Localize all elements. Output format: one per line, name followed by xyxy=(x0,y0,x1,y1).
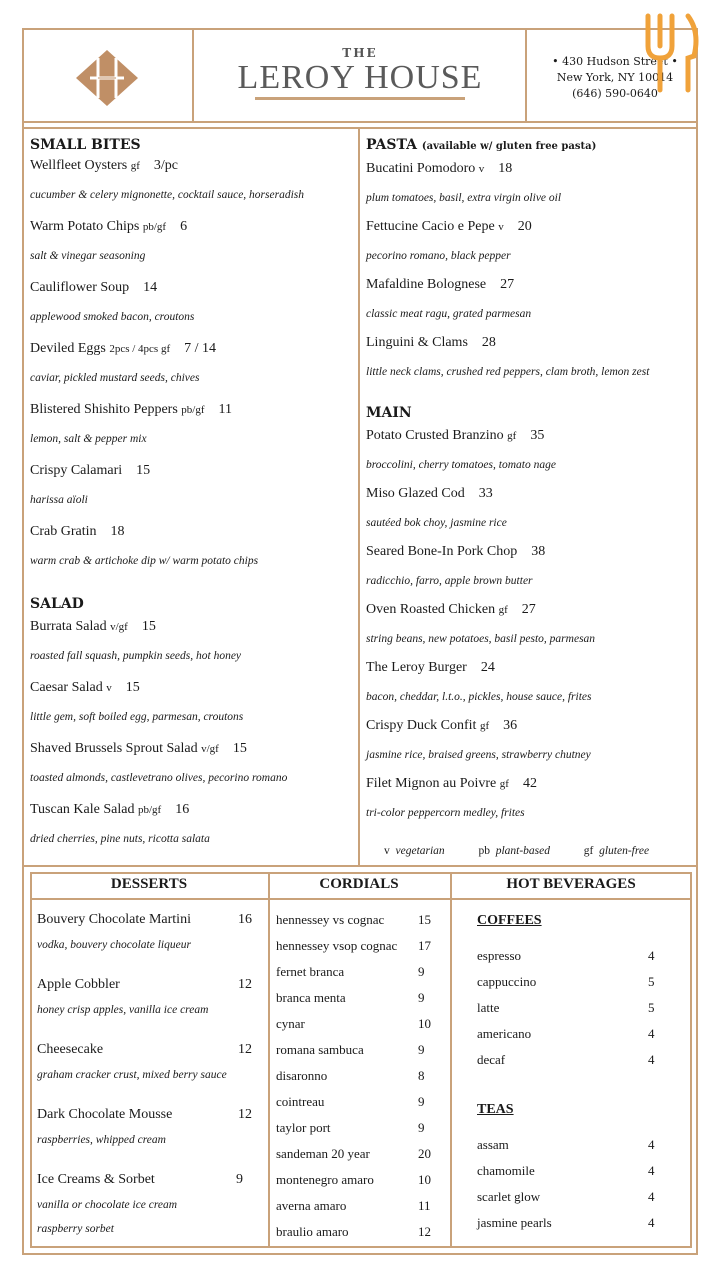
fork-knife-icon xyxy=(638,12,702,94)
menu-item-name: Shaved Brussels Sprout Salad xyxy=(30,741,198,756)
menu-item xyxy=(366,544,545,560)
cordial-name: taylor port xyxy=(276,1120,331,1135)
menu-item xyxy=(366,277,514,293)
section-title-small-bites: SMALL BITES xyxy=(30,137,141,153)
menu-item-description: warm crab & artichoke dip w/ warm potato chips xyxy=(30,555,259,567)
pasta-title: PASTA xyxy=(366,137,417,153)
beverage-price: 4 xyxy=(648,1052,655,1067)
cordial-name: branca menta xyxy=(276,990,346,1005)
legend-label-pb: plant-based xyxy=(495,845,550,857)
menu-item xyxy=(30,619,156,635)
brand-logo xyxy=(195,46,525,100)
beverage-name: cappuccino xyxy=(477,974,537,989)
bottom-section-rule xyxy=(22,865,698,867)
beverage-name: chamomile xyxy=(477,1163,535,1178)
dessert-name: Bouvery Chocolate Martini xyxy=(37,912,191,927)
menu-item xyxy=(30,680,140,696)
menu-item xyxy=(30,463,150,479)
menu-item-description: classic meat ragu, grated parmesan xyxy=(366,308,532,320)
menu-item xyxy=(366,161,512,177)
menu-item-price: 24 xyxy=(480,660,495,675)
menu-item-price: 7 / 14 xyxy=(184,341,217,356)
menu-item-price: 18 xyxy=(110,524,125,539)
cordial-name: cynar xyxy=(276,1016,305,1031)
menu-item-price: 38 xyxy=(531,544,546,559)
menu-item-tag: gf xyxy=(130,160,140,172)
menu-item xyxy=(366,602,536,618)
menu-item xyxy=(366,776,537,792)
menu-item-price: 14 xyxy=(143,280,158,295)
beverage-price: 4 xyxy=(648,1137,655,1152)
brand-underline xyxy=(255,97,465,100)
cordial-price: 17 xyxy=(418,938,431,953)
cordial-price: 9 xyxy=(418,1094,425,1109)
bottom-header-rule xyxy=(30,898,692,900)
menu-item-description: tri-color peppercorn medley, frites xyxy=(366,807,525,819)
section-title-main: MAIN xyxy=(366,405,412,421)
cordial-name: hennessey vs cognac xyxy=(276,912,385,927)
menu-item-description: roasted fall squash, pumpkin seeds, hot honey xyxy=(30,650,242,662)
beverage-name: espresso xyxy=(477,948,522,963)
dessert-name: Cheesecake xyxy=(37,1042,104,1057)
dessert-description-2: raspberry sorbet xyxy=(37,1223,114,1235)
cordial-price: 11 xyxy=(418,1198,431,1213)
menu-item xyxy=(366,335,496,351)
dessert-name: Ice Creams & Sorbet xyxy=(37,1172,155,1187)
header-divider-left xyxy=(192,28,194,122)
cordial-name: fernet branca xyxy=(276,964,345,979)
menu-item xyxy=(30,524,124,540)
menu-item xyxy=(30,341,216,357)
leroy-house-monogram-icon xyxy=(76,50,138,106)
menu-item-price: 33 xyxy=(478,486,493,501)
beverage-price: 4 xyxy=(648,1163,655,1178)
menu-item xyxy=(366,428,544,444)
menu-item-price: 35 xyxy=(530,428,545,443)
menu-item-name: Filet Mignon au Poivre xyxy=(366,776,497,791)
menu-item-description: bacon, cheddar, l.t.o., pickles, house sauce, frites xyxy=(366,691,592,703)
menu-item xyxy=(366,718,517,734)
menu-item-description: caviar, pickled mustard seeds, chives xyxy=(30,372,200,384)
cordial-price: 10 xyxy=(418,1172,431,1187)
menu-item-name: Warm Potato Chips xyxy=(30,219,140,234)
address-city: New York, NY 10014 xyxy=(556,71,674,84)
menu-item-name: Tuscan Kale Salad xyxy=(30,802,135,817)
menu-item-tag: v xyxy=(106,682,112,694)
cordial-price: 9 xyxy=(418,1120,425,1135)
cordial-name: braulio amaro xyxy=(276,1224,349,1239)
dessert-description: raspberries, whipped cream xyxy=(37,1134,166,1146)
beverage-name: americano xyxy=(477,1026,532,1041)
cordial-price: 9 xyxy=(418,990,425,1005)
cordial-name: disaronno xyxy=(276,1068,328,1083)
teas-title: TEAS xyxy=(477,1102,514,1117)
cordial-name: averna amaro xyxy=(276,1198,347,1213)
menu-item-description: broccolini, cherry tomatoes, tomato nage xyxy=(366,459,556,471)
dessert-price: 12 xyxy=(238,1042,252,1057)
beverage-price: 4 xyxy=(648,1215,655,1230)
menu-item-price: 27 xyxy=(521,602,536,617)
section-title-cordials: CORDIALS xyxy=(319,876,399,892)
menu-item-name: Bucatini Pomodoro xyxy=(366,161,476,176)
cordial-name: cointreau xyxy=(276,1094,325,1109)
dessert-price: 12 xyxy=(238,977,252,992)
cordial-price: 10 xyxy=(418,1016,431,1031)
menu-item-name: Deviled Eggs xyxy=(30,341,106,356)
menu-item-description: little neck clams, crushed red peppers, clam broth, lemon zest xyxy=(366,366,650,378)
cordial-name: hennessey vsop cognac xyxy=(276,938,398,953)
menu-item-price: 15 xyxy=(125,680,140,695)
menu-item-name: Cauliflower Soup xyxy=(30,280,130,295)
menu-item-price: 3/pc xyxy=(153,158,179,173)
menu-item-price: 42 xyxy=(522,776,537,791)
menu-item xyxy=(366,660,495,676)
legend xyxy=(384,845,649,857)
menu-item-price: 28 xyxy=(481,335,496,350)
section-title-salad: SALAD xyxy=(30,596,84,612)
dessert-price: 12 xyxy=(238,1107,252,1122)
menu-item-tag: v/gf xyxy=(201,743,219,755)
menu-item xyxy=(30,741,247,757)
menu-item-tag: gf xyxy=(499,778,509,790)
brand-name: LEROY HOUSE xyxy=(237,59,483,96)
menu-item-price: 27 xyxy=(500,277,515,292)
dessert-name: Dark Chocolate Mousse xyxy=(37,1107,173,1122)
menu-item-price: 6 xyxy=(180,219,188,234)
legend-abbr-v: v xyxy=(384,845,390,857)
menu-item xyxy=(366,219,532,235)
bottom-divider-2 xyxy=(450,872,452,1248)
menu-item-tag: gf xyxy=(498,604,508,616)
menu-item-name: Caesar Salad xyxy=(30,680,103,695)
section-title-desserts: DESSERTS xyxy=(110,876,188,892)
cordial-price: 9 xyxy=(418,1042,425,1057)
dessert-name: Apple Cobbler xyxy=(37,977,120,992)
dessert-description: vanilla or chocolate ice cream xyxy=(37,1199,178,1211)
menu-item-description: little gem, soft boiled egg, parmesan, croutons xyxy=(30,711,244,723)
brand-the: THE xyxy=(342,46,378,60)
beverage-name: assam xyxy=(477,1137,509,1152)
menu-item-description: harissa aïoli xyxy=(30,494,88,506)
menu-item-name: Crispy Duck Confit xyxy=(366,718,477,733)
menu-item-description: plum tomatoes, basil, extra virgin olive oil xyxy=(366,192,562,204)
menu-item-price: 16 xyxy=(175,802,190,817)
menu-item-tag: v/gf xyxy=(110,621,128,633)
menu-item xyxy=(366,486,493,502)
beverage-name: jasmine pearls xyxy=(477,1215,552,1230)
menu-item-description: salt & vinegar seasoning xyxy=(30,250,146,262)
menu-item-tag: v xyxy=(498,221,504,233)
menu-item xyxy=(30,280,157,296)
dessert-description: vodka, bouvery chocolate liqueur xyxy=(37,939,191,951)
section-title-pasta xyxy=(366,137,596,153)
beverage-price: 5 xyxy=(648,1000,655,1015)
menu-item-price: 11 xyxy=(218,402,232,417)
menu-item-description: string beans, new potatoes, basil pesto, parmesan xyxy=(366,633,596,645)
legend-abbr-pb: pb xyxy=(478,845,490,857)
menu-item-name: Oven Roasted Chicken xyxy=(366,602,496,617)
coffees-title: COFFEES xyxy=(477,913,542,928)
menu-item-price: 20 xyxy=(517,219,532,234)
cordial-price: 9 xyxy=(418,964,425,979)
section-title-hot-beverages: HOT BEVERAGES xyxy=(506,876,636,892)
dessert-price: 16 xyxy=(238,912,252,927)
menu-item-tag: 2pcs / 4pcs gf xyxy=(109,343,171,355)
menu-item xyxy=(30,219,187,235)
cordial-price: 20 xyxy=(418,1146,431,1161)
menu-item-description: dried cherries, pine nuts, ricotta salata xyxy=(30,833,210,845)
content-top-rule xyxy=(22,127,698,129)
header-divider xyxy=(22,121,698,123)
menu-item-price: 15 xyxy=(232,741,247,756)
menu-item-tag: gf xyxy=(507,430,517,442)
menu-item-description: applewood smoked bacon, croutons xyxy=(30,311,195,323)
beverage-price: 4 xyxy=(648,1189,655,1204)
column-divider xyxy=(358,127,360,865)
menu-item-tag: pb/gf xyxy=(142,221,167,233)
cordial-name: romana sambuca xyxy=(276,1042,364,1057)
menu-item-description: cucumber & celery mignonette, cocktail sauce, horseradish xyxy=(30,189,305,201)
beverage-price: 4 xyxy=(648,948,655,963)
menu-item-name: Mafaldine Bolognese xyxy=(366,277,487,292)
legend-label-v: vegetarian xyxy=(395,845,445,857)
menu-item-description: pecorino romano, black pepper xyxy=(366,250,511,262)
menu-item xyxy=(30,158,178,174)
cordial-price: 15 xyxy=(418,912,431,927)
menu-item-name: Fettucine Cacio e Pepe xyxy=(366,219,495,234)
beverage-price: 5 xyxy=(648,974,655,989)
legend-abbr-gf: gf xyxy=(583,845,594,857)
cordial-price: 12 xyxy=(418,1224,431,1239)
menu-item-description: toasted almonds, castlevetrano olives, pecorino romano xyxy=(30,772,288,784)
menu-item-description: radicchio, farro, apple brown butter xyxy=(366,575,533,587)
phone-number: (646) 590-0640 xyxy=(572,87,658,100)
menu-item-name: Wellfleet Oysters xyxy=(30,158,128,173)
menu-item-name: Burrata Salad xyxy=(30,619,107,634)
menu-item xyxy=(30,802,189,818)
menu-item-name: Seared Bone-In Pork Chop xyxy=(366,544,518,559)
bottom-menu-box xyxy=(30,872,692,1248)
header-divider-right xyxy=(525,28,527,122)
menu-item-name: Crab Gratin xyxy=(30,524,97,539)
menu-item-tag: v xyxy=(478,163,485,175)
menu-item-price: 18 xyxy=(498,161,513,176)
pasta-note: (available w/ gluten free pasta) xyxy=(421,141,597,152)
dessert-price: 9 xyxy=(236,1172,243,1187)
menu-item-price: 36 xyxy=(503,718,518,733)
menu-item-name: Blistered Shishito Peppers xyxy=(30,402,178,417)
cordial-name: montenegro amaro xyxy=(276,1172,374,1187)
cordial-price: 8 xyxy=(418,1068,425,1083)
menu-item-description: sautéed bok choy, jasmine rice xyxy=(366,517,507,529)
menu-item-price: 15 xyxy=(136,463,151,478)
bottom-divider-1 xyxy=(268,872,270,1248)
menu-item-price: 15 xyxy=(141,619,156,634)
menu-item-tag: gf xyxy=(479,720,490,732)
address-street: • 430 Hudson Street • xyxy=(552,55,678,68)
beverage-name: latte xyxy=(477,1000,500,1015)
legend-label-gf: gluten-free xyxy=(599,845,650,857)
menu-item-name: Crispy Calamari xyxy=(30,463,123,478)
menu-item-description: jasmine rice, braised greens, strawberry chutney xyxy=(366,749,591,761)
menu-item-tag: pb/gf xyxy=(181,404,205,416)
menu-item-name: Miso Glazed Cod xyxy=(366,486,465,501)
menu-item-name: The Leroy Burger xyxy=(366,660,467,675)
dessert-description: honey crisp apples, vanilla ice cream xyxy=(37,1004,209,1016)
cordial-name: sandeman 20 year xyxy=(276,1146,370,1161)
beverage-price: 4 xyxy=(648,1026,655,1041)
menu-item-name: Linguini & Clams xyxy=(366,335,468,350)
menu-item-description: lemon, salt & pepper mix xyxy=(30,433,147,445)
menu-item-tag: pb/gf xyxy=(137,804,162,816)
menu-item xyxy=(30,402,232,418)
beverage-name: decaf xyxy=(477,1052,506,1067)
dessert-description: graham cracker crust, mixed berry sauce xyxy=(37,1069,227,1081)
beverage-name: scarlet glow xyxy=(477,1189,541,1204)
menu-item-name: Potato Crusted Branzino xyxy=(366,428,504,443)
